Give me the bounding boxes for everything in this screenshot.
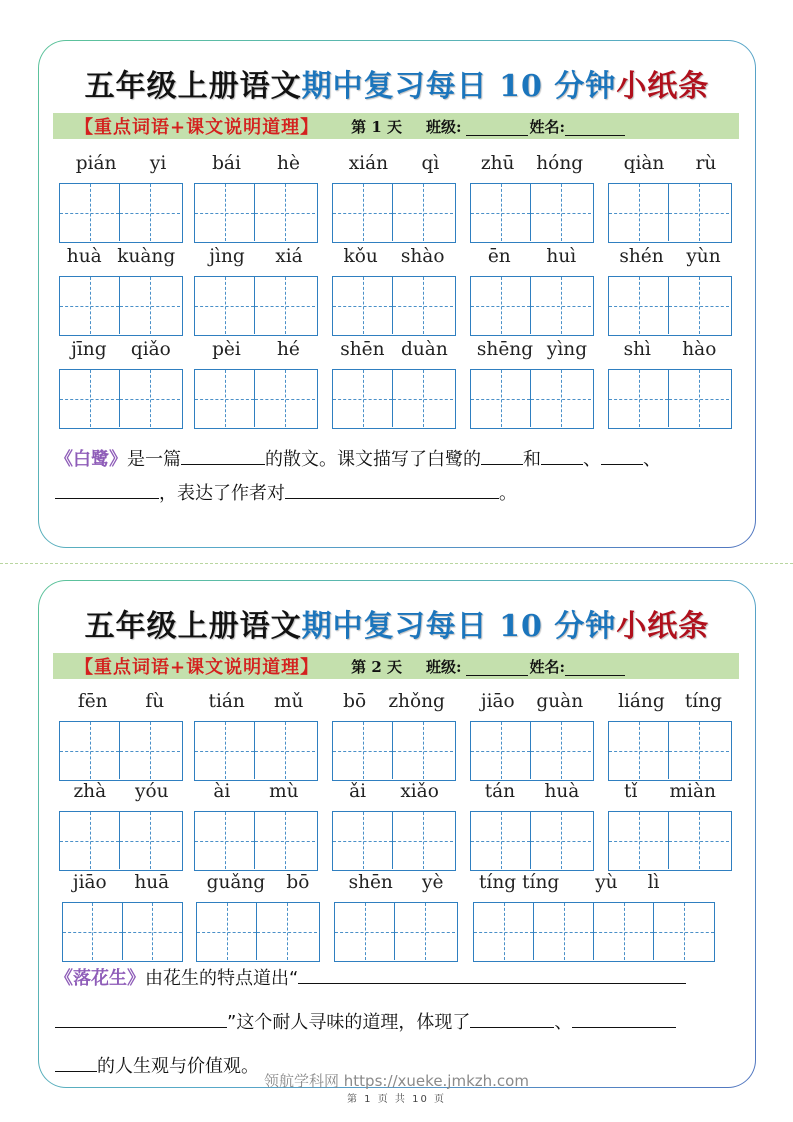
- passage-text: 是一篇: [127, 449, 181, 470]
- fill-blank[interactable]: [181, 444, 265, 465]
- writing-box[interactable]: [194, 183, 318, 243]
- writing-box[interactable]: [332, 811, 456, 871]
- writing-box[interactable]: [59, 811, 183, 871]
- pinyin-syllable: hóng: [536, 153, 584, 174]
- pinyin-syllable: hè: [277, 153, 300, 174]
- writing-box[interactable]: [59, 721, 183, 781]
- writing-box[interactable]: [62, 902, 183, 962]
- pinyin-syllable: kuàng: [117, 246, 176, 267]
- writing-box[interactable]: [470, 721, 594, 781]
- word-item: [470, 246, 594, 336]
- writing-box[interactable]: [334, 902, 458, 962]
- word-item: [608, 153, 732, 243]
- title-grade: 五年级上册语文: [84, 69, 302, 104]
- pinyin-syllable: hé: [277, 339, 300, 360]
- pinyin-syllable: tíng: [479, 872, 517, 893]
- word-item: [332, 691, 456, 781]
- writing-box[interactable]: [470, 183, 594, 243]
- pinyin-syllable: tíng: [522, 872, 560, 893]
- word-row: [59, 246, 733, 339]
- pinyin-syllable: shào: [400, 246, 445, 267]
- word-item: [608, 339, 732, 429]
- title-review: 期中复习每日 10 分钟: [301, 69, 617, 104]
- word-row: [59, 691, 733, 781]
- pinyin-syllable: shēn: [348, 872, 393, 893]
- pinyin-syllable: zhū: [480, 153, 515, 174]
- title-review: 期中复习每日 10 分钟: [301, 609, 617, 644]
- writing-box[interactable]: [470, 276, 594, 336]
- pinyin-syllable: lì: [647, 872, 660, 893]
- pinyin-syllable: bái: [212, 153, 241, 174]
- book-title: 《落花生》: [55, 968, 145, 989]
- word-item: [194, 246, 318, 336]
- writing-box[interactable]: [196, 902, 320, 962]
- word-item: [608, 781, 732, 871]
- worksheet-card-day-1: [38, 40, 756, 548]
- pinyin-syllable: rù: [695, 153, 717, 174]
- word-item: [470, 691, 594, 781]
- pinyin-syllable: pián: [75, 153, 117, 174]
- pinyin-syllable: fēn: [77, 691, 108, 712]
- class-label: 班级:: [425, 657, 462, 676]
- day-label: 第 1 天: [351, 117, 402, 136]
- writing-box[interactable]: [194, 721, 318, 781]
- pinyin-syllable: tián: [208, 691, 245, 712]
- pinyin-syllable: xiǎo: [400, 781, 439, 802]
- pinyin-syllable: jīng: [71, 339, 107, 360]
- writing-box[interactable]: [332, 369, 456, 429]
- fill-blank[interactable]: [601, 444, 643, 465]
- pinyin-grid: [59, 691, 733, 965]
- passage-text: 的散文。课文描写了白鹭的: [265, 449, 481, 470]
- pinyin-syllable: huā: [134, 872, 170, 893]
- fill-in-passage: [55, 443, 741, 511]
- word-item: [59, 781, 183, 871]
- writing-box[interactable]: [332, 721, 456, 781]
- pinyin-syllable: qiǎo: [130, 339, 171, 360]
- word-item: [332, 153, 456, 243]
- word-item: [470, 339, 594, 429]
- word-item: [194, 691, 318, 781]
- topic-label: 【重点词语+课文说明道理】: [75, 117, 320, 138]
- pinyin-syllable: jiāo: [72, 872, 107, 893]
- passage-text: 、: [583, 449, 601, 470]
- fill-blank[interactable]: [470, 1007, 554, 1028]
- title-grade: 五年级上册语文: [84, 609, 302, 644]
- pinyin-syllable: huà: [544, 781, 580, 802]
- pinyin-syllable: ēn: [487, 246, 511, 267]
- fill-blank[interactable]: [481, 444, 523, 465]
- topic-label: 【重点词语+课文说明道理】: [75, 657, 320, 678]
- pinyin-syllable: shì: [623, 339, 651, 360]
- class-field[interactable]: [466, 657, 528, 676]
- fill-blank[interactable]: [55, 478, 159, 499]
- class-field[interactable]: [466, 117, 528, 136]
- writing-box[interactable]: [608, 183, 732, 243]
- writing-box[interactable]: [332, 276, 456, 336]
- pinyin-syllable: xián: [348, 153, 389, 174]
- cut-line-divider: [0, 563, 793, 564]
- word-item: [59, 872, 183, 962]
- topic-banner: [53, 653, 739, 679]
- passage-text: 由花生的特点道出“: [145, 968, 299, 989]
- passage-text: 、: [643, 449, 661, 470]
- name-field[interactable]: [565, 657, 625, 676]
- word-item: [332, 781, 456, 871]
- pinyin-syllable: yìng: [546, 339, 588, 360]
- word-item: [608, 691, 732, 781]
- writing-box[interactable]: [470, 369, 594, 429]
- fill-blank[interactable]: [298, 963, 686, 984]
- pinyin-syllable: fù: [145, 691, 165, 712]
- pinyin-syllable: shēng: [476, 339, 534, 360]
- writing-box[interactable]: [59, 369, 183, 429]
- word-item: [473, 872, 717, 962]
- pinyin-syllable: guǎng: [206, 872, 266, 893]
- pinyin-syllable: hào: [682, 339, 717, 360]
- pinyin-syllable: zhǒng: [388, 691, 445, 712]
- passage-text: 。: [499, 483, 517, 504]
- word-item: [194, 781, 318, 871]
- word-row: [59, 872, 733, 965]
- writing-box[interactable]: [608, 721, 732, 781]
- pinyin-syllable: shén: [619, 246, 664, 267]
- watermark-site: 领航学科网 https://xueke.jmkzh.com: [264, 1072, 529, 1090]
- pinyin-syllable: jìng: [209, 246, 245, 267]
- name-label: 姓名:: [529, 657, 566, 676]
- word-item: [334, 872, 458, 962]
- writing-box[interactable]: [59, 183, 183, 243]
- word-item: [608, 246, 732, 336]
- worksheet-title: [39, 601, 755, 645]
- pinyin-syllable: ài: [213, 781, 231, 802]
- pinyin-syllable: xiá: [275, 246, 303, 267]
- writing-box[interactable]: [608, 276, 732, 336]
- pinyin-syllable: mǔ: [273, 691, 304, 712]
- word-item: [194, 339, 318, 429]
- pinyin-syllable: shēn: [340, 339, 385, 360]
- name-field[interactable]: [565, 117, 625, 136]
- word-item: [332, 339, 456, 429]
- pinyin-syllable: huà: [66, 246, 102, 267]
- word-row: [59, 153, 733, 246]
- pinyin-syllable: liáng: [618, 691, 665, 712]
- word-row: [59, 339, 733, 432]
- word-item: [59, 339, 183, 429]
- fill-blank[interactable]: [572, 1007, 676, 1028]
- fill-blank[interactable]: [55, 1007, 227, 1028]
- word-item: [470, 153, 594, 243]
- title-note: 小纸条: [616, 609, 710, 644]
- fill-blank[interactable]: [285, 478, 499, 499]
- pinyin-syllable: duàn: [401, 339, 448, 360]
- passage-text: 、: [554, 1012, 573, 1033]
- passage-text: ”这个耐人寻味的道理，体现了: [227, 1012, 471, 1033]
- name-label: 姓名:: [529, 117, 566, 136]
- day-label: 第 2 天: [351, 657, 402, 676]
- word-item: [194, 153, 318, 243]
- pinyin-syllable: pèi: [212, 339, 241, 360]
- word-item: [59, 691, 183, 781]
- pinyin-syllable: ǎi: [349, 781, 367, 802]
- word-item: [196, 872, 320, 962]
- pinyin-syllable: kǒu: [343, 246, 378, 267]
- pinyin-syllable: yè: [422, 872, 444, 893]
- book-title: 《白鹭》: [55, 449, 127, 470]
- pinyin-syllable: miàn: [669, 781, 716, 802]
- writing-box[interactable]: [608, 811, 732, 871]
- pinyin-syllable: tán: [484, 781, 516, 802]
- word-row: [59, 781, 733, 872]
- writing-box[interactable]: [59, 276, 183, 336]
- pinyin-grid: [59, 153, 733, 432]
- passage-text: 和: [523, 449, 541, 470]
- pinyin-syllable: jiāo: [480, 691, 515, 712]
- writing-box[interactable]: [470, 811, 594, 871]
- class-label: 班级:: [425, 117, 462, 136]
- writing-box[interactable]: [608, 369, 732, 429]
- pinyin-syllable: yùn: [686, 246, 721, 267]
- fill-blank[interactable]: [55, 1051, 97, 1072]
- pinyin-syllable: yi: [149, 153, 167, 174]
- pinyin-syllable: tǐ: [624, 781, 638, 802]
- pinyin-syllable: bō: [343, 691, 367, 712]
- writing-box[interactable]: [194, 811, 318, 871]
- page-number: 第 1 页 共 10 页: [347, 1094, 446, 1105]
- pinyin-syllable: yù: [595, 872, 618, 893]
- word-item: [59, 153, 183, 243]
- writing-box[interactable]: [473, 902, 715, 962]
- pinyin-syllable: zhà: [73, 781, 107, 802]
- worksheet-card-day-2: [38, 580, 756, 1088]
- pinyin-syllable: guàn: [536, 691, 584, 712]
- pinyin-syllable: mù: [269, 781, 299, 802]
- pinyin-syllable: qiàn: [623, 153, 665, 174]
- title-note: 小纸条: [616, 69, 710, 104]
- fill-blank[interactable]: [541, 444, 583, 465]
- worksheet-title: [39, 61, 755, 105]
- topic-banner: [53, 113, 739, 139]
- word-item: [470, 781, 594, 871]
- pinyin-syllable: yóu: [135, 781, 169, 802]
- passage-text: ，表达了作者对: [159, 483, 285, 504]
- passage-text: 的人生观与价值观。: [97, 1056, 259, 1077]
- pinyin-syllable: bō: [286, 872, 310, 893]
- writing-box[interactable]: [194, 369, 318, 429]
- writing-box[interactable]: [332, 183, 456, 243]
- word-item: [59, 246, 183, 336]
- pinyin-syllable: qì: [421, 153, 440, 174]
- word-item: [332, 246, 456, 336]
- pinyin-syllable: huì: [546, 246, 577, 267]
- pinyin-syllable: tíng: [684, 691, 722, 712]
- writing-box[interactable]: [194, 276, 318, 336]
